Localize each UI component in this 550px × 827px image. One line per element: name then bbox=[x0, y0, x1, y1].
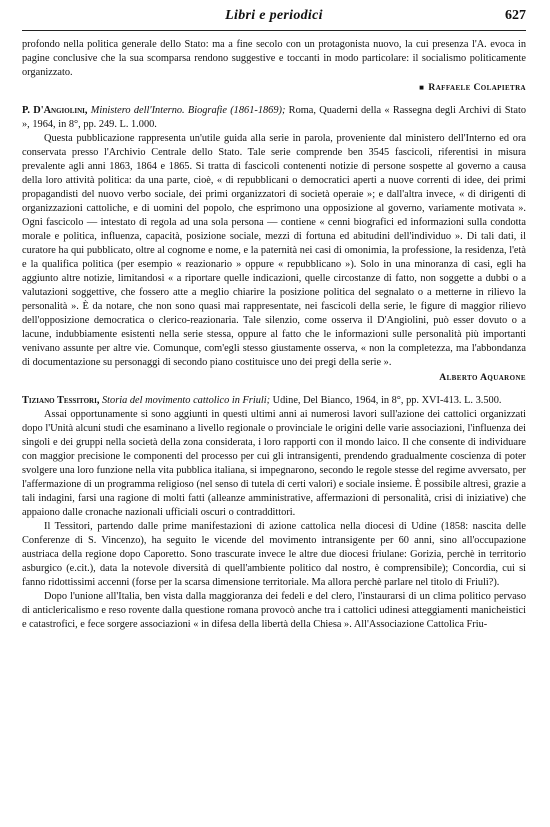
signature-colapietra bbox=[22, 81, 526, 95]
signature-text: Raffaele Colapietra bbox=[428, 82, 526, 93]
review-title: Storia del movimento cattolico in Friuli; bbox=[102, 395, 271, 406]
review-paragraph-2: Il Tessitori, partendo dalle prime manifestazioni di azione cattolica nella diocesi di Udine (1858: nascita delle Conferenze di S. Vincenzo), ha seguito le vicende del movimento intransigente per 60 anni, sino all'occupazione austriaca della regione dopo Caporetto. Sono trascurate invece le altre due diocesi friulane: Gorizia, perchè in territorio asburgico (e.cit.), data la notevole diversità di quell'ambiente politico dal nostro, è comprensibile); Concordia, cui si fanno ridottissimi accenni (forse per la scarsa dimensione territoriale. Ma allora perchè parlare nel titolo di Friuli?). bbox=[22, 521, 526, 588]
page-number: 627 bbox=[505, 8, 526, 23]
review-author: Tiziano Tessitori, bbox=[22, 395, 100, 406]
review-paragraph-1: Assai opportunamente si sono aggiunti in questi ultimi anni ai numerosi lavori sull'azione dei cattolici organizzati dopo l'Unità alcuni studi che esaminano a livello regionale o provinciale le origini delle varie associazioni, l'influenza dei singoli e dei gruppi nella società della zona considerata, i loro rapporti con il mondo laico. Il che consente di individuare con maggior precisione le componenti del processo per cui gli intransigenti, prendendo gradualmente coscienza di poter svolgere una loro funzione nella vita pubblica italiana, si impegnarono, secondo le regole stesse del regime avversato, per l'affermazione di un programma religioso (nel senso di tutela di certi valori) e sociale insieme. È possibile altresì, grazie a tali indagini, farsi una ragione di molti fatti (alleanze amministrative, affermazioni di personalità, crisi di iniziative) che appaiono dalle cronache nazionali ufficiali oscuri o contraddittori. bbox=[22, 409, 526, 518]
review-title: Ministero dell'Interno. Biografie (1861-1869); bbox=[90, 105, 286, 116]
intro-paragraph: profondo nella politica generale dello Stato: ma a fine secolo con un protagonista nuovo, la cui presenza l'A. evoca in pagine conclusive che la sua scomparsa rendono suggestive e toccanti in modo particolare: il socialismo politicamente organizzato. bbox=[22, 39, 526, 78]
running-head bbox=[22, 6, 526, 31]
review-paragraph-3: Dopo l'unione all'Italia, ben vista dalla maggioranza dei fedeli e del clero, l'instaurarsi di un clima politico pervaso di anticlericalismo e reso rovente dalla questione romana provocò anche tra i cattolici udinesi atteggiamenti manicheistici e catastrofici, e fece sorgere associazioni « in difesa della libertà della Chiesa ». All'Associazione Cattolica Friu- bbox=[22, 591, 526, 630]
signature-aquarone: Alberto Aquarone bbox=[439, 372, 526, 383]
review-author: P. D'Angiolini, bbox=[22, 105, 88, 116]
review-publication: Roma, Quaderni della « Rassegna degli Archivi di Stato », 1964, in 8°, pp. 249. L. 1.000. bbox=[22, 105, 526, 130]
square-bullet-icon: ■ bbox=[419, 83, 425, 92]
running-title: Libri e periodici bbox=[225, 8, 323, 23]
review-heading-tessitori bbox=[22, 394, 526, 408]
review-publication: Udine, Del Bianco, 1964, in 8°, pp. XVI-413. L. 3.500. bbox=[272, 395, 502, 406]
review-heading-dangiolini bbox=[22, 104, 526, 132]
review-body-dangiolini: Questa pubblicazione rappresenta un'utile guida alla serie in parola, proveniente dal ministero dell'Interno ed ora conservata presso l'Archivio Centrale dello Stato. Tale serie comprende ben 3545 fascicoli, riferentisi in misura prevalente agli anni 1863, 1864 e 1865. Si tratta di fascicoli contenenti notizie di persone sospette al governo a causa della loro attività politica: da una parte, cioè, « di repubblicani o democratici aperti a nuove correnti di idee, dei primi propagandisti del nuovo verbo sociale, dei primi organizzatori di società operaie »; e dall'altra invece, « di dirigenti di organizzazioni cattoliche, e di uomini del popolo, che esprimono una opposizione al governo, variamente motivata ». Ogni fascicolo — intestato di regola ad una sola persona — contiene « cenni biografici ed informazioni sulla condotta morale e politica, influenza, capacità, posizione sociale, mezzi di fortuna ed abitudini dell'individuo ». Di tali dati, il curatore ha qui pubblicato, oltre al cognome e nome, e la paternità nei casi di omonimia, la professione, la residenza, l'età e la qualifica politica (per esempio « reazionario » oppure « repubblicano »). Solo in una minoranza di casi, egli ha aggiunto altre notizie, limitandosi « a riportare quelle indicazioni, quelle circostanze di fatto, non soggette a dubbi o a valutazioni soggettive, che fossero atte a meglio chiarire la posizione politica del segnalato o a metterne in rilievo la personalità ». È da notare, che non sono quasi mai rappresentate, nei fascicoli della serie, le figure di maggior rilievo dell'opposizione democratica o clerico-reazionaria. Tale silenzio, come osserva il D'Angiolini, può esser dovuto o a lacune, indubbiamente esistenti nella serie stessa, oppure al fatto che le informazioni sulle personalità più importanti venivano assunte per altre vie. Comunque, com'egli stesso giustamente osserva, « non la completezza, ma l'abbondanza di documentazione su personaggi di secondo piano costituisce uno dei pregi della serie ». bbox=[22, 133, 526, 368]
